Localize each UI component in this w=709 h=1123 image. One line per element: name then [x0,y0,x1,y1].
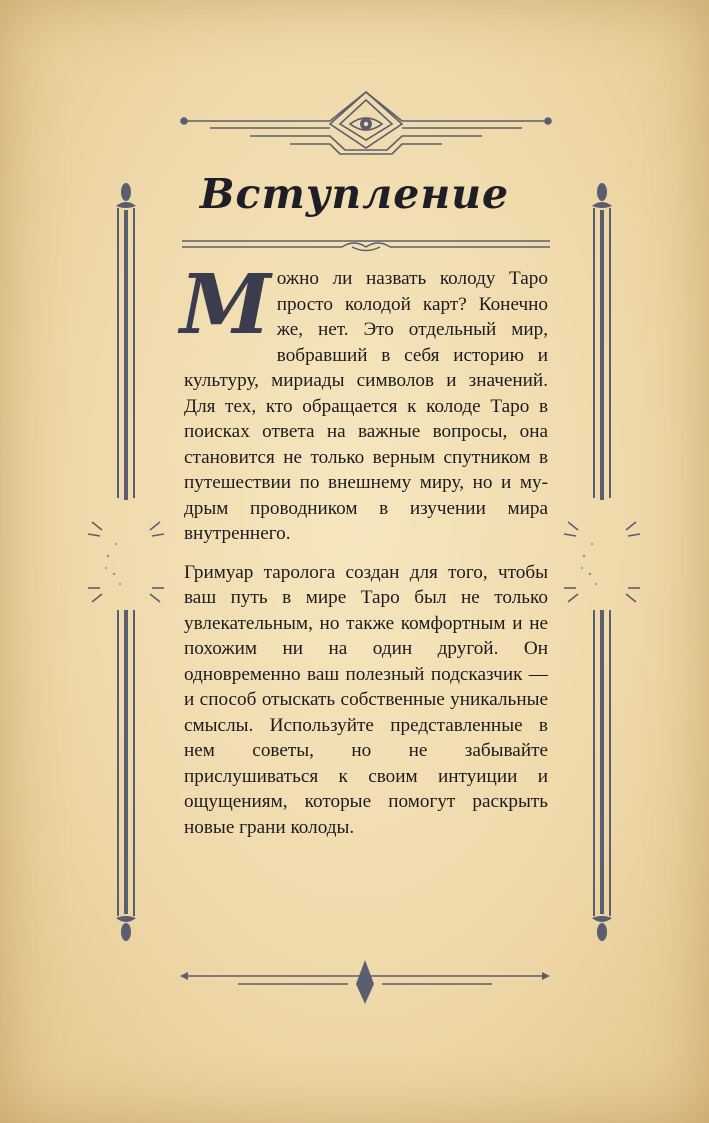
drop-cap: М [180,257,271,353]
eye-icon [350,118,382,130]
intro-text [180,257,548,853]
crescent-moon-icon [86,516,166,608]
page-title: Вступление [199,170,510,218]
paragraph-1 [180,257,548,547]
paragraph-1-text: ожно ли назвать колоду Таро просто колодой карт? Конечно же, нет. Это отдельный мир, вобравший в себя историю и культуру, мириады символов и значений. Для тех, кто обращается к колоде Таро в поисках ответа на важные вопросы, она становится не только верным спутником в путешествии по внешнему миру, но и мудрым проводником в изучении мира внутреннего. [184,268,548,544]
heading-divider [182,236,550,252]
paragraph-2: Гримуар таролога создан для того, чтобы ваш путь в мире Таро был не только увлекательным, но также комфортным и не похожим ни на один другой. Он одновременно ваш полезный подсказчик — и способ отыскать собственные уникальные смыслы. Используйте представленные в нем советы, но не забывайте прислушиваться к своим интуиции и ощущениям, которые помогут раскрыть новые грани колоды. [184,561,548,838]
bottom-divider-ornament [178,958,552,1008]
top-crown-ornament [180,88,552,158]
crescent-moon-icon [562,516,642,608]
